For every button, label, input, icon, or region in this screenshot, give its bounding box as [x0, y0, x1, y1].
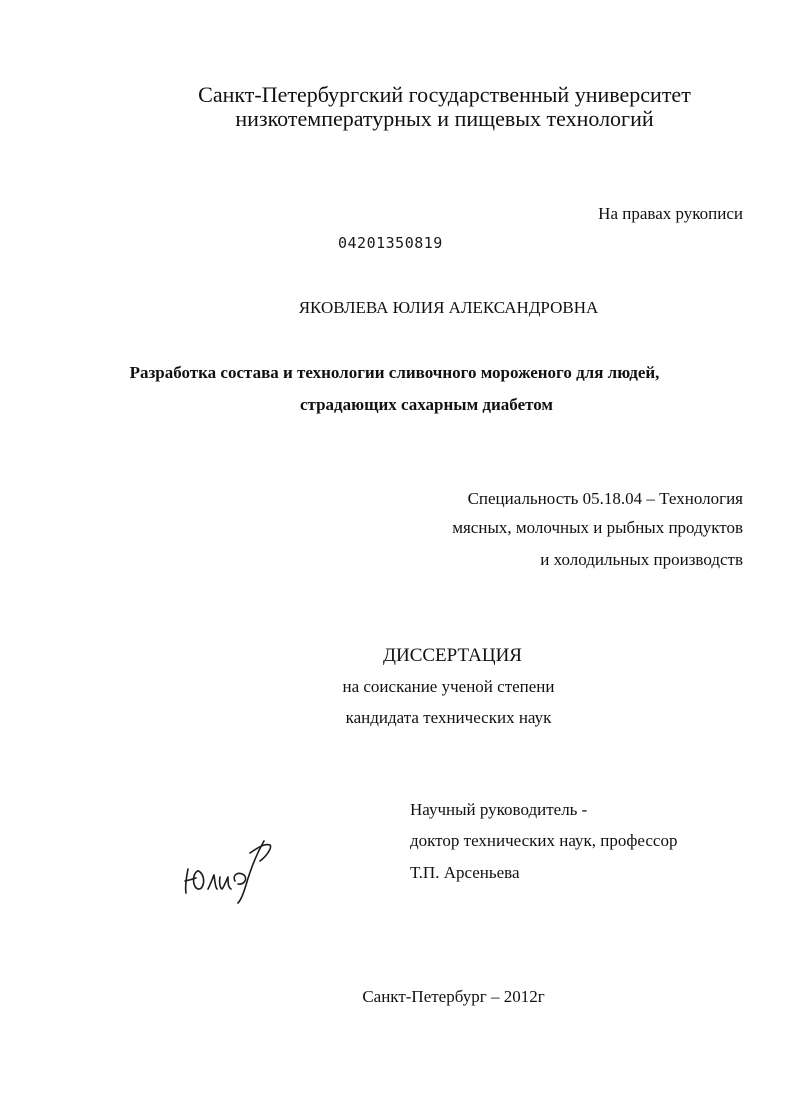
- specialty-line-2: мясных, молочных и рыбных продуктов: [452, 518, 743, 537]
- university-name-line-1: Санкт-Петербургский государственный университет: [198, 82, 691, 107]
- rights-note: На правах рукописи: [598, 204, 743, 223]
- specialty-line-3: и холодильных производств: [540, 550, 743, 569]
- author-name: [0, 299, 797, 316]
- author-name-text: ЯКОВЛЕВА ЮЛИЯ АЛЕКСАНДРОВНА: [298, 298, 599, 317]
- university-name-line-2: низкотемпературных и пищевых технологий: [235, 106, 654, 131]
- advisor-name: Т.П. Арсеньева: [410, 863, 520, 882]
- registration-stamp-number: 04201350819: [338, 234, 443, 252]
- advisor-degree: доктор технических наук, профессор: [410, 831, 678, 850]
- dissertation-heading: ДИССЕРТАЦИЯ: [383, 645, 522, 666]
- specialty-line-1: Специальность 05.18.04 – Технология: [467, 489, 743, 508]
- advisor-label: Научный руководитель -: [410, 800, 588, 819]
- city-year: [0, 988, 797, 1005]
- thesis-title-line-1: Разработка состава и технологии сливочного мороженого для людей,: [129, 363, 660, 382]
- thesis-title-line-2: страдающих сахарным диабетом: [299, 395, 554, 414]
- degree-line-1: на соискание ученой степени: [342, 677, 555, 696]
- degree-line-2: кандидата технических наук: [345, 708, 552, 727]
- city-year-text: Санкт-Петербург – 2012г: [362, 987, 545, 1006]
- handwritten-signature: [180, 835, 280, 905]
